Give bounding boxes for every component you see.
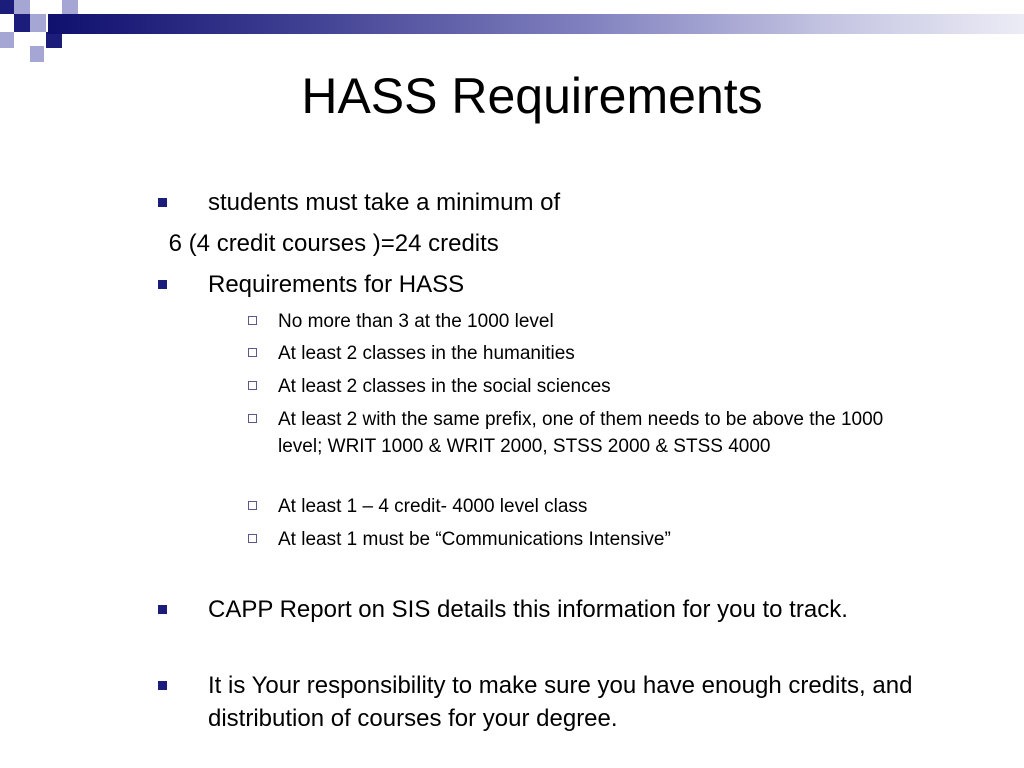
square-bullet-icon (158, 198, 167, 207)
sub-list-item (278, 340, 928, 367)
sub-item-text: No more than 3 at the 1000 level (278, 311, 554, 332)
bullet-item (208, 186, 928, 219)
sub-item-text: At least 2 classes in the humanities (278, 343, 575, 364)
bullet-text: CAPP Report on SIS details this information for you to track. (208, 596, 848, 623)
hollow-square-bullet-icon (248, 348, 257, 357)
hollow-square-bullet-icon (248, 414, 257, 423)
hollow-square-bullet-icon (248, 501, 257, 510)
sub-list-item (278, 493, 928, 520)
bullet-text: students must take a minimum of (208, 189, 561, 216)
sub-list-item (278, 406, 928, 460)
sub-item-text: At least 2 classes in the social sciences (278, 376, 611, 397)
sub-list-item (278, 526, 928, 553)
bullet-continuation: 6 (4 credit courses )=24 credits (162, 230, 499, 257)
hollow-square-bullet-icon (248, 316, 257, 325)
bullet-item (208, 669, 928, 735)
sub-list-item (278, 308, 928, 335)
sub-item-text: At least 1 – 4 credit- 4000 level class (278, 496, 588, 517)
hollow-square-bullet-icon (248, 381, 257, 390)
square-bullet-icon (158, 681, 167, 690)
square-bullet-icon (158, 280, 167, 289)
square-bullet-icon (158, 605, 167, 614)
sub-item-text: At least 1 must be “Communications Intensive” (278, 529, 671, 550)
bullet-text: It is Your responsibility to make sure you have enough credits, and distribution of courses for your degree. (208, 672, 913, 732)
bullet-text: Requirements for HASS (208, 271, 465, 298)
hollow-square-bullet-icon (248, 534, 257, 543)
sub-list-item (278, 373, 928, 400)
bullet-item (208, 268, 928, 301)
slide-title: HASS Requirements (301, 68, 763, 124)
sub-item-text: At least 2 with the same prefix, one of them needs to be above the 1000 level; WRIT 1000 & WRIT 2000, STSS 2000 & STSS 4000 (278, 409, 884, 457)
bullet-item (208, 593, 928, 626)
